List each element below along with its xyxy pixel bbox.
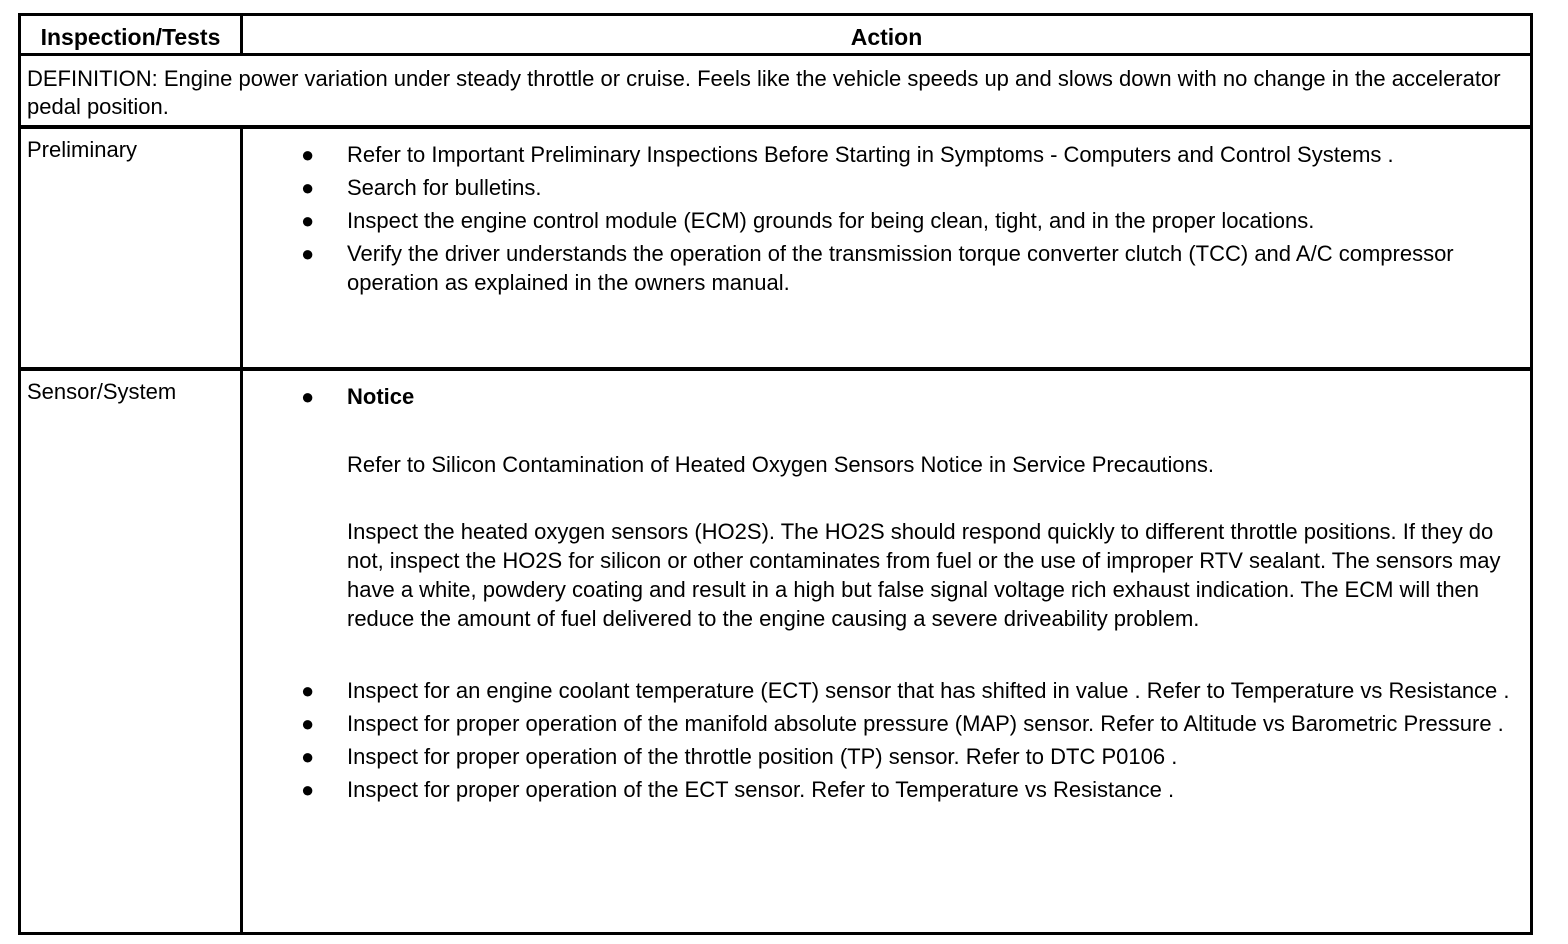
list-item-text: Refer to Important Preliminary Inspections Before Starting in Symptoms - Computers and Control Systems .: [347, 142, 1394, 167]
definition-text: DEFINITION: Engine power variation under steady throttle or cruise. Feels like the vehicle speeds up and slows down with no change in the accelerator pedal position.: [27, 66, 1501, 119]
bullet-icon: ●: [301, 678, 315, 703]
list-item-text: Inspect the engine control module (ECM) grounds for being clean, tight, and in the proper locations.: [347, 208, 1315, 233]
bullet-icon: ●: [301, 777, 315, 802]
list-item: [21, 775, 1530, 804]
list-item-text: Inspect for proper operation of the manifold absolute pressure (MAP) sensor. Refer to Altitude vs Barometric Pressure .: [347, 711, 1504, 736]
list-item: [21, 239, 1530, 297]
list-item: [21, 742, 1530, 771]
list-item: [21, 173, 1530, 202]
bullet-icon: ●: [301, 241, 315, 266]
list-item: [21, 676, 1530, 705]
bullet-icon: ●: [301, 208, 315, 233]
list-item-text: Verify the driver understands the operation of the transmission torque converter clutch (TCC) and A/C compressor operation as explained in the owners manual.: [347, 241, 1454, 295]
row-divider: [21, 367, 1530, 371]
list-item: [21, 206, 1530, 235]
bullet-icon: ●: [301, 384, 315, 409]
list-item-text: Search for bulletins.: [347, 175, 542, 200]
definition-divider: [21, 125, 1530, 129]
inspection-table: [18, 13, 1533, 935]
bullet-icon: ●: [301, 711, 315, 736]
bullet-icon: ●: [301, 744, 315, 769]
header-divider: [21, 53, 1530, 56]
list-item: [21, 709, 1530, 738]
sensor-system-action-list: [21, 382, 1530, 804]
header-inspection-tests: Inspection/Tests: [40, 24, 221, 50]
notice-text: Refer to Silicon Contamination of Heated Oxygen Sensors Notice in Service Precautions.: [347, 452, 1214, 477]
list-item-text: Inspect for an engine coolant temperature (ECT) sensor that has shifted in value . Refer to Temperature vs Resistance .: [347, 678, 1510, 703]
list-item-text: Inspect for proper operation of the ECT sensor. Refer to Temperature vs Resistance .: [347, 777, 1175, 802]
preliminary-action-list: [21, 140, 1530, 297]
header-action: Action: [850, 24, 923, 50]
notice-body: Inspect the heated oxygen sensors (HO2S). The HO2S should respond quickly to different throttle positions. If they do not, inspect the HO2S for silicon or other contaminates from fuel or the use of improper RTV sealant. The sensors may have a white, powdery coating and result in a high but false signal voltage rich exhaust indication. The ECM will then reduce the amount of fuel delivered to the engine causing a severe driveability problem.: [347, 519, 1501, 631]
notice-title: Notice: [347, 384, 415, 409]
row-label-sensor-system: Sensor/System: [27, 379, 177, 404]
row-label-preliminary: Preliminary: [27, 137, 138, 162]
bullet-icon: ●: [301, 175, 315, 200]
list-item-text: Inspect for proper operation of the throttle position (TP) sensor. Refer to DTC P0106 .: [347, 744, 1178, 769]
notice-item: [21, 382, 1530, 633]
list-item: [21, 140, 1530, 169]
bullet-icon: ●: [301, 142, 315, 167]
